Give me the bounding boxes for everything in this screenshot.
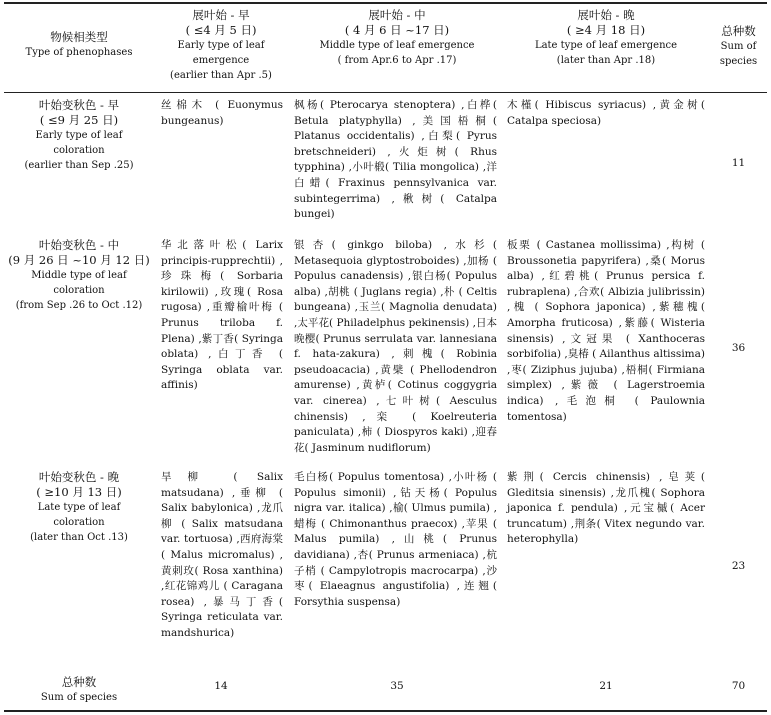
- row-label-early-coloration: 叶始变秋色 - 早 ( ≤9 月 25 日) Early type of leaf coloration (earlier than Sep .25): [24, 98, 134, 171]
- header-total: 总种数 Sum of species: [719, 24, 758, 67]
- table-bottom-rule: [4, 710, 767, 712]
- sum-middle: 35: [390, 680, 404, 692]
- sum-early: 14: [214, 680, 228, 692]
- cell-middle-early: 华北落叶松( Larix principis-rupprechtii) ,珍珠梅( Sorbaria kirilowii) ,玫瑰( Rosa rugosa) ,重瓣榆叶梅 ( Prunus triloba f. Plena) ,紫丁香( Syringa oblata) ,白丁香 ( Syringa oblata var. affinis): [161, 239, 283, 392]
- header-type: 物候相类型 Type of phenophases: [25, 30, 133, 58]
- row-label-sum: 总种数 Sum of species: [40, 675, 118, 703]
- cell-middle-middle: 银杏( ginkgo biloba) ,水杉( Metasequoia glyptostroboides) ,加杨 ( Populus canadensis) ,银白杨( Populus alba) ,胡桃 ( Juglans regia) ,朴 ( Celtis bungeana) ,玉兰( Magnolia denudata) ,太平花( Philadelphus pekinensis) ,日本晚樱( Prunus serrulata var. lannesiana f. hata-zakura) ,刺槐( Robinia pseudoacacia) ,黄檗 ( Phellodendron amurense) ,黄栌( Cotinus coggygria var. cinerea) ,七叶树( Aesculus chinensis) ,栾 ( Koelreuteria paniculata) ,柿 ( Diospyros kaki) ,迎春花( Jasminum nudiflorum): [294, 239, 497, 454]
- table-top-rule: [4, 2, 767, 4]
- cell-early-early: 丝棉木 ( Euonymus bungeanus): [161, 99, 283, 127]
- sum-total: 70: [731, 680, 746, 692]
- cell-late-late: 紫荆( Cercis chinensis) ,皂荚( Gleditsia sinensis) ,龙爪槐( Sophora japonica f. pendula) ,元宝槭( Acer truncatum) ,荆条( Vitex negundo var. heterophylla): [507, 471, 705, 546]
- table-header-rule: [4, 92, 767, 93]
- cell-late-middle: 毛白杨( Populus tomentosa) ,小叶杨 ( Populus simonii) ,钻天杨( Populus nigra var. italica) ,榆( Ulmus pumila) ,蜡梅 ( Chimonanthus praecox) ,苹果 ( Malus pumila) ,山桃( Prunus davidiana) ,杏( Prunus armeniaca) ,杭子梢 ( Campylotropis macrocarpa) ,沙枣( Elaeagnus angustifolia) ,连翘( Forsythia suspensa): [294, 471, 497, 608]
- header-early-leaf: 展叶始 - 早 ( ≤4 月 5 日) Early type of leaf emergence (earlier than Apr .5): [170, 8, 272, 81]
- row-label-late-coloration: 叶始变秋色 - 晚 ( ≥10 月 13 日) Late type of leaf coloration (later than Oct .13): [30, 470, 128, 543]
- cell-early-total: 11: [731, 157, 746, 169]
- row-label-middle-coloration: 叶始变秋色 - 中 (9 月 26 日 ~10 月 12 日) Middle type of leaf coloration (from Sep .26 to Oct .12): [8, 238, 150, 311]
- cell-middle-late: 板栗 ( Castanea mollissima) ,构树 ( Broussonetia papyrifera) ,桑( Morus alba) ,红碧桃( Prunus persica f. rubraplena) ,合欢( Albizia julibrissin) ,槐 ( Sophora japonica) ,紫穗槐( Amorpha fruticosa) ,紫藤( Wisteria sinensis) ,文冠果 ( Xanthoceras sorbifolia) ,臭椿 ( Ailanthus altissima) ,枣( Ziziphus jujuba) ,梧桐( Firmiana simplex) ,紫薇 ( Lagerstroemia indica) ,毛泡桐 ( Paulownia tomentosa): [507, 239, 705, 423]
- cell-middle-total: 36: [731, 342, 746, 354]
- cell-early-late: 木槿( Hibiscus syriacus) ,黄金树( Catalpa speciosa): [507, 99, 705, 127]
- sum-late: 21: [599, 680, 613, 692]
- cell-early-middle: 枫杨( Pterocarya stenoptera) ,白桦( Betula platyphylla) ,美国梧桐( Platanus occidentalis) ,白梨( Pyrus bretschneideri) ,火炬树( Rhus typphina) ,小叶椴( Tilia mongolica) ,洋白蜡( Fraxinus pennsylvanica var. subintegerrima) ,楸树( Catalpa bungei): [294, 99, 497, 221]
- cell-late-total: 23: [731, 560, 746, 572]
- cell-late-early: 旱柳 ( Salix matsudana) ,垂柳 ( Salix babylonica) ,龙爪柳 ( Salix matsudana var. tortuosa) ,西府海棠 ( Malus micromalus) ,黄刺玫( Rosa xanthina) ,红花锦鸡儿 ( Caragana rosea) ,暴马丁香( Syringa reticulata var. mandshurica): [161, 471, 283, 639]
- header-late-leaf: 展叶始 - 晚 ( ≥4 月 18 日) Late type of leaf emergence (later than Apr .18): [534, 8, 678, 66]
- header-middle-leaf: 展叶始 - 中 ( 4 月 6 日 ~17 日) Middle type of leaf emergence ( from Apr.6 to Apr .17): [319, 8, 475, 66]
